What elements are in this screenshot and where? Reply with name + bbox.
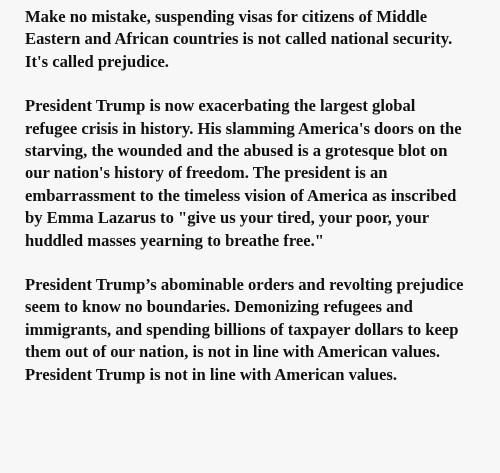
text-line: Make no mistake, suspending visas for citizens of Middle (25, 7, 428, 26)
paragraph-2 (25, 95, 490, 252)
text-line: our nation's history of freedom. The president is an (25, 163, 388, 183)
text-line: President Trump is not in line with American values. (25, 364, 397, 384)
text-line: them out of our nation, is not in line with American values. (25, 342, 441, 362)
text-line: It's called prejudice. (25, 51, 169, 71)
text-line: President Trump’s abominable orders and revolting prejudice (25, 275, 464, 295)
text-line: embarrassment to the timeless vision of America as inscribed (25, 185, 457, 205)
text-line: Eastern and African countries is not called national security. (25, 29, 453, 49)
paragraph-3 (25, 274, 490, 386)
text-line: immigrants, and spending billions of taxpayer dollars to keep (25, 319, 459, 339)
paragraph-1 (25, 6, 490, 73)
text-line: huddled masses yearning to breathe free." (25, 230, 324, 250)
text-line: seem to know no boundaries. Demonizing refugees and (25, 297, 413, 317)
text-line: by Emma Lazarus to "give us your tired, your poor, your (25, 208, 430, 228)
text-line: President Trump is now exacerbating the largest global (25, 96, 416, 116)
text-line: refugee crisis in history. His slamming America's doors on the (25, 118, 462, 138)
text-line: starving, the wounded and the abused is a grotesque blot on (25, 141, 448, 161)
